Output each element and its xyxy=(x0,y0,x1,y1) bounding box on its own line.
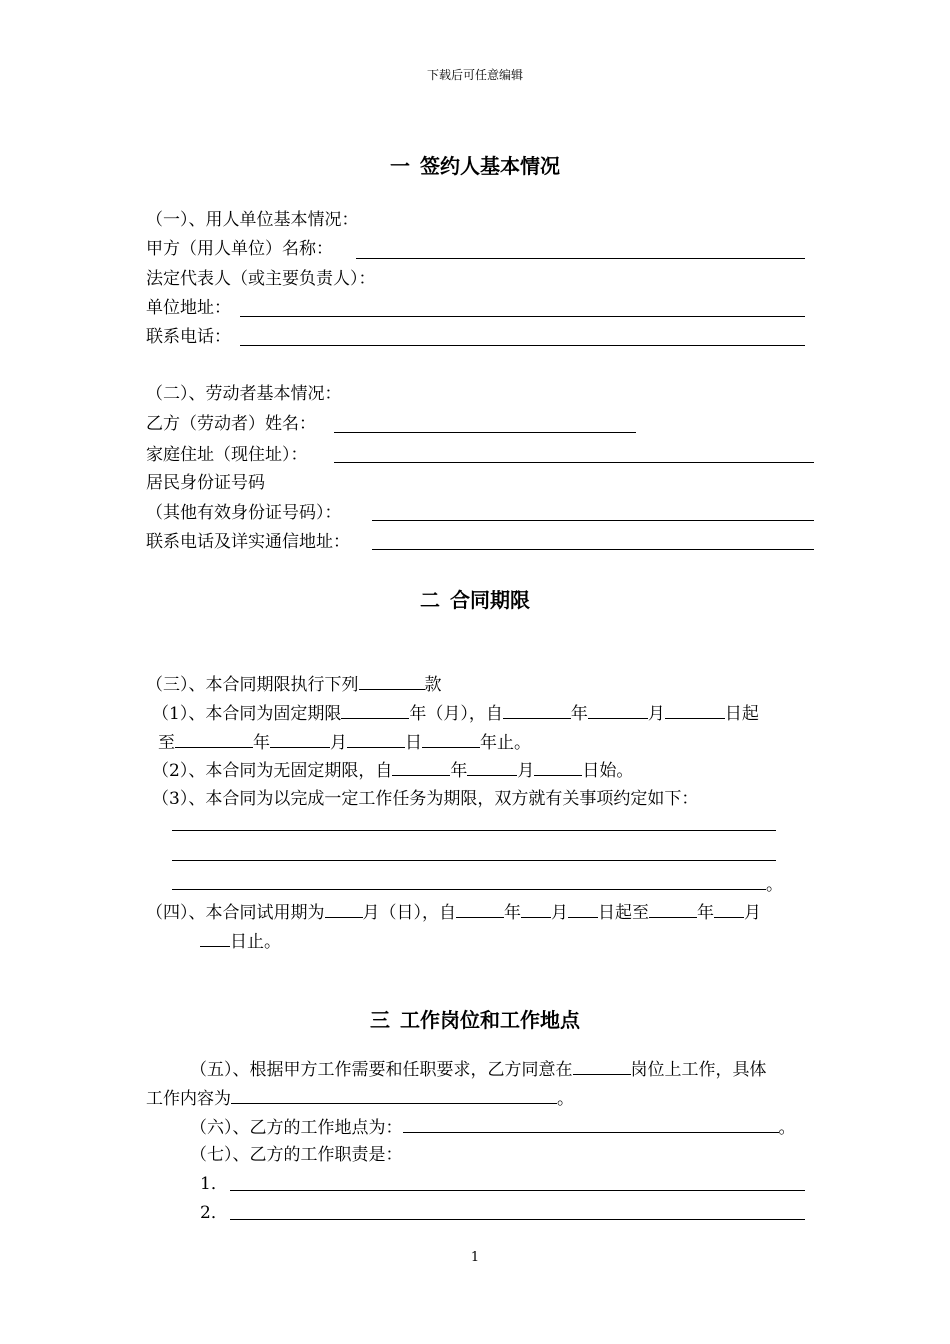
job-content-field[interactable] xyxy=(231,1085,557,1104)
job-content-period: 。 xyxy=(557,1089,574,1109)
year-label: 年 xyxy=(253,733,270,753)
phone-label: 联系电话： xyxy=(146,327,231,347)
day-label: 日 xyxy=(405,733,422,753)
home-address-field[interactable] xyxy=(334,462,814,463)
start-label: 日始。 xyxy=(582,761,634,781)
term-clause-suffix: 款 xyxy=(424,675,442,695)
month-label: 月 xyxy=(330,733,347,753)
position-line xyxy=(190,1056,767,1082)
trial-start-month-field[interactable] xyxy=(521,899,551,918)
employer-name-field[interactable] xyxy=(356,258,805,259)
phone-field[interactable] xyxy=(240,345,805,346)
duty-1-field[interactable] xyxy=(230,1190,805,1191)
workplace-period: 。 xyxy=(778,1118,796,1138)
legal-rep-label: 法定代表人（或主要负责人）： xyxy=(146,269,376,289)
end-extra-field[interactable] xyxy=(422,729,480,748)
job-content-line xyxy=(146,1085,574,1111)
section-number: 三 xyxy=(370,1008,390,1032)
month-label: 月 xyxy=(744,903,761,923)
worker-name-field[interactable] xyxy=(334,432,636,433)
year-label: 年 xyxy=(697,903,714,923)
address-field[interactable] xyxy=(240,316,805,317)
position-suffix: 岗位上工作，具体 xyxy=(630,1060,767,1080)
trial-end-month-field[interactable] xyxy=(714,899,744,918)
trial-line-2 xyxy=(200,928,281,954)
position-field[interactable] xyxy=(573,1056,631,1075)
section-number: 一 xyxy=(390,154,410,178)
task-end-period: 。 xyxy=(766,875,783,895)
month-label: 月 xyxy=(551,903,568,923)
clause-number-field[interactable] xyxy=(359,671,425,690)
position-label: （五）、根据甲方工作需要和任职要求，乙方同意在 xyxy=(190,1060,573,1080)
worker-heading: （二）、劳动者基本情况： xyxy=(146,384,342,404)
task-field-1[interactable] xyxy=(172,830,776,831)
fixed-term-label: （1）、本合同为固定期限 xyxy=(152,704,342,724)
worker-name-label: 乙方（劳动者）姓名： xyxy=(146,414,316,434)
term-clause-line xyxy=(146,671,442,697)
section-title-1 xyxy=(0,150,950,179)
duty-1-label: 1． xyxy=(200,1174,228,1194)
section-title-text: 工作岗位和工作地点 xyxy=(400,1008,580,1032)
start-month-field[interactable] xyxy=(588,700,648,719)
year-label: 年 xyxy=(504,903,521,923)
trial-label: （四）、本合同试用期为 xyxy=(146,903,325,923)
workplace-label: （六）、乙方的工作地点为： xyxy=(190,1118,403,1138)
trial-end-day-field[interactable] xyxy=(200,928,230,947)
section-title-text: 签约人基本情况 xyxy=(420,154,560,178)
fixed-term-end-line xyxy=(158,729,531,755)
task-term-label: （3）、本合同为以完成一定工作任务为期限，双方就有关事项约定如下： xyxy=(152,789,699,809)
month-label: 月 xyxy=(647,704,665,724)
workplace-field[interactable] xyxy=(403,1114,779,1133)
home-address-label: 家庭住址（现住址）： xyxy=(146,445,308,465)
trial-end-label: 日止。 xyxy=(230,932,281,952)
section-title-text: 合同期限 xyxy=(450,588,530,612)
page-header: 下载后可任意编辑 xyxy=(426,68,523,82)
trial-from: 月（日），自 xyxy=(362,903,456,923)
employer-heading: （一）、用人单位基本情况： xyxy=(146,210,359,230)
year-label: 年 xyxy=(450,761,468,781)
month-label: 月 xyxy=(517,761,535,781)
page-number: 1 xyxy=(470,1250,480,1265)
end-day-field[interactable] xyxy=(347,729,405,748)
contact-field[interactable] xyxy=(372,549,814,550)
trial-start-day-field[interactable] xyxy=(568,899,598,918)
term-clause-label: （三）、本合同期限执行下列 xyxy=(146,675,359,695)
trial-months-field[interactable] xyxy=(325,899,363,918)
section-number: 二 xyxy=(420,588,440,612)
job-content-label: 工作内容为 xyxy=(146,1089,231,1109)
fixed-term-years-field[interactable] xyxy=(341,700,409,719)
section-title-3 xyxy=(0,1004,950,1033)
trial-to: 日起至 xyxy=(598,903,649,923)
fixed-term-line xyxy=(152,700,759,726)
end-year-field[interactable] xyxy=(175,729,253,748)
duties-label: （七）、乙方的工作职责是： xyxy=(190,1145,403,1165)
section-title-2 xyxy=(0,584,950,613)
trial-start-year-field[interactable] xyxy=(456,899,504,918)
to-label: 至 xyxy=(158,733,175,753)
duty-2-label: 2． xyxy=(200,1203,228,1223)
start-day-field[interactable] xyxy=(665,700,725,719)
id-number-label: 居民身份证号码 xyxy=(146,473,265,493)
employer-name-label: 甲方（用人单位）名称： xyxy=(146,239,333,259)
trial-end-year-field[interactable] xyxy=(649,899,697,918)
task-field-3[interactable] xyxy=(172,889,766,890)
day-start-label: 日起 xyxy=(724,704,759,724)
end-label: 年止。 xyxy=(480,733,531,753)
open-term-label: （2）、本合同为无固定期限，自 xyxy=(152,761,393,781)
open-term-line xyxy=(152,757,633,783)
trial-line xyxy=(146,899,761,925)
open-month-field[interactable] xyxy=(467,757,517,776)
task-field-2[interactable] xyxy=(172,860,776,861)
workplace-line xyxy=(190,1114,796,1140)
id-number-field[interactable] xyxy=(372,520,814,521)
duty-2-field[interactable] xyxy=(230,1219,805,1220)
address-label: 单位地址： xyxy=(146,298,231,318)
other-id-label: （其他有效身份证号码）： xyxy=(146,503,342,523)
contact-label: 联系电话及详实通信地址： xyxy=(146,532,350,552)
open-day-field[interactable] xyxy=(534,757,582,776)
year-label: 年 xyxy=(570,704,588,724)
start-year-field[interactable] xyxy=(503,700,571,719)
end-month-field[interactable] xyxy=(270,729,330,748)
open-year-field[interactable] xyxy=(392,757,450,776)
fixed-term-from: 年（月），自 xyxy=(409,704,503,724)
